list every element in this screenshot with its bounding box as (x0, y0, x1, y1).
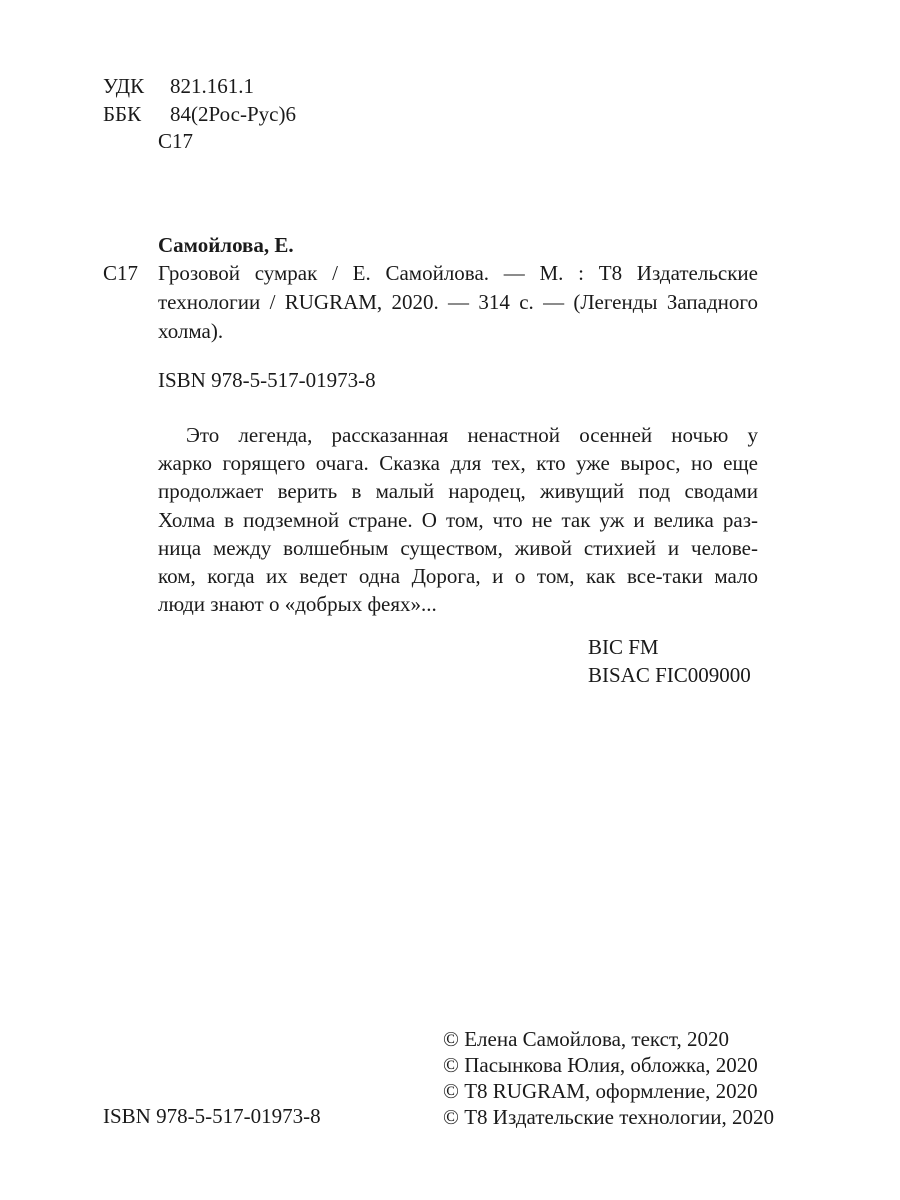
annotation-line: люди знают о «добрых феях»... (158, 592, 437, 617)
annotation (158, 421, 758, 618)
annotation-line: Холма в подземной стране. О том, что не так уж и велика раз- (158, 507, 758, 532)
bisac-code: BISAC FIC009000 (588, 663, 751, 687)
author-heading: Самойлова, Е. (158, 233, 294, 257)
bib-line: холма). (158, 319, 224, 343)
copyright-line: © Елена Самойлова, текст, 2020 (443, 1027, 730, 1051)
bic-code: BIC FM (588, 635, 659, 659)
annotation-line: продолжает верить в малый народец, живущий под сводами (158, 479, 758, 504)
author-mark: С17 (103, 261, 139, 285)
annotation-line: Это легенда, рассказанная ненастной осенней ночью у (186, 423, 758, 447)
bbk-value: 84(2Рос-Рус)6 (170, 102, 296, 126)
bib-line: технологии / RUGRAM, 2020. — 314 с. — (Легенды Западного (158, 290, 758, 314)
copyright-line: © Т8 Издательские технологии, 2020 (443, 1105, 774, 1129)
copyright-line: © Пасынкова Юлия, обложка, 2020 (443, 1053, 758, 1077)
copyright-line: © Т8 RUGRAM, оформление, 2020 (443, 1079, 758, 1103)
annotation-line: ком, когда их ведет одна Дорога, и о том, как все-таки мало (158, 564, 758, 589)
annotation-line: ница между волшебным существом, живой стихией и челове- (158, 535, 758, 560)
bib-line: Грозовой сумрак / Е. Самойлова. — М. : Т8 Издательские (158, 261, 758, 285)
bibliographic-description (158, 259, 758, 346)
subject-codes (588, 633, 751, 689)
udk-value: 821.161.1 (170, 74, 254, 98)
bbk-label: ББК (103, 102, 142, 126)
annotation-line: жарко горящего очага. Сказка для тех, кто уже вырос, но еще (158, 451, 758, 476)
copyright-block (443, 1026, 774, 1130)
isbn-entry: ISBN 978-5-517-01973-8 (158, 368, 376, 392)
isbn-footer: ISBN 978-5-517-01973-8 (103, 1104, 321, 1128)
author-mark-code: С17 (158, 129, 194, 153)
udk-label: УДК (103, 74, 145, 98)
